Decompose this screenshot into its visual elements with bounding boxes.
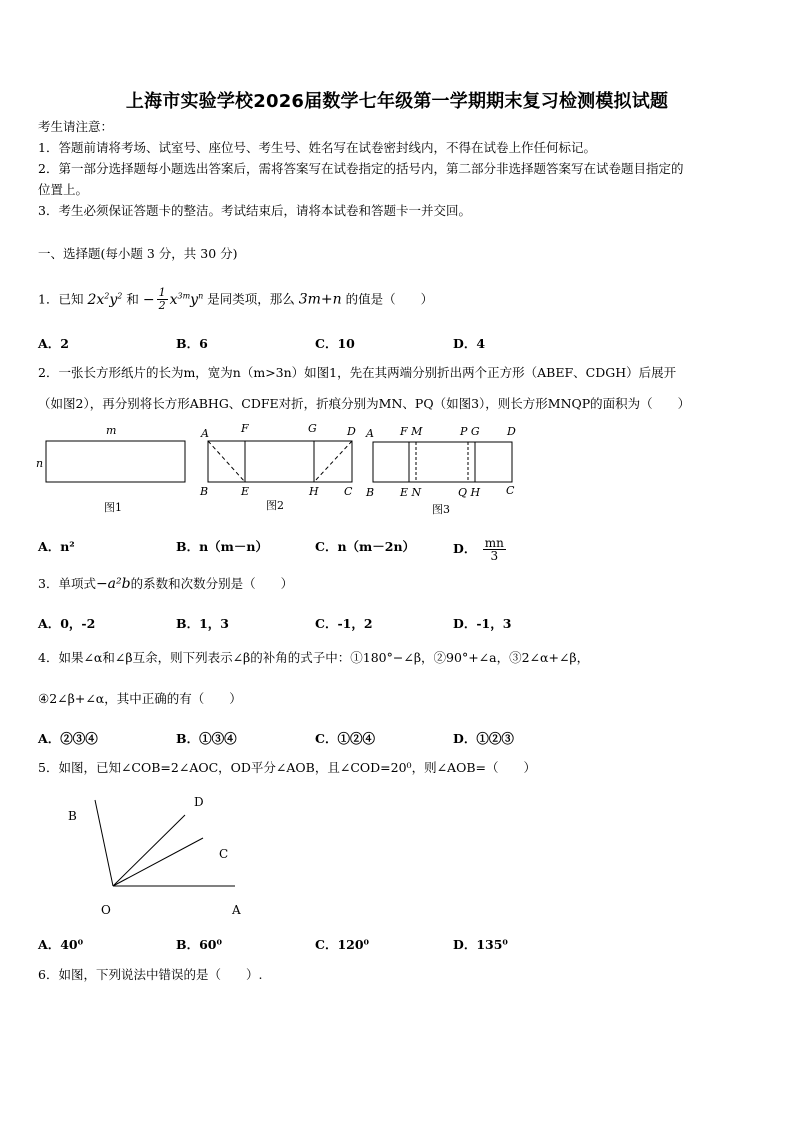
- q1-and: 和: [126, 291, 139, 307]
- q1-after: 是同类项，那么: [207, 291, 295, 307]
- fig2-D: D: [347, 425, 356, 438]
- fig3-B: B: [366, 486, 375, 499]
- question-2-line1: 2．一张长方形纸片的长为m，宽为n（m>3n）如图1，先在其两端分别折出两个正方形（ABEF、CDGH）后展开: [38, 365, 677, 380]
- q1-term2: − $\frac{1}{2}$ $x^{3m}y^n$: [142, 286, 204, 312]
- q2-option-d-label: D．: [453, 541, 477, 556]
- fig2-caption: 图2: [266, 499, 284, 512]
- fig2-E: E: [241, 485, 250, 498]
- q1-term1: $2x^2y^2$: [87, 290, 123, 308]
- q1-option-a: A．2: [38, 336, 69, 351]
- notice-heading: 考生请注意：: [38, 119, 114, 134]
- notice-item-1: 1．答题前请将考场、试室号、座位号、考生号、姓名写在试卷密封线内，不得在试卷上作任何标记。: [38, 140, 596, 155]
- fig3-FM: F M: [400, 425, 423, 438]
- q2-option-d: [453, 537, 508, 562]
- q5-label-C: C: [219, 847, 229, 861]
- figure-3: [365, 425, 516, 516]
- fig3-C: C: [506, 484, 515, 497]
- figure-2: [199, 422, 356, 512]
- question-4-line1: 4．如果∠α和∠β互余，则下列表示∠β的补角的式子中：①180°−∠β，②90°+∠a，③2∠α+∠β，: [38, 650, 590, 665]
- fig3-EN: E N: [400, 486, 422, 499]
- q2-option-d-fraction: [483, 537, 506, 562]
- q3-option-d: D．-1，3: [453, 616, 512, 631]
- fig2-H: H: [309, 485, 319, 498]
- fig1-caption: 图1: [104, 501, 122, 514]
- fig2-G: G: [308, 422, 317, 435]
- fig2-F: F: [241, 422, 249, 435]
- q5-option-a: A．40⁰: [38, 937, 84, 952]
- q2-optd-num: mn: [484, 536, 504, 550]
- question-2-line2: （如图2），再分别将长方形ABHG、CDFE对折，折痕分别为MN、PQ（如图3），则长方形MNQP的面积为（ ）: [38, 396, 691, 411]
- fig3-A: A: [366, 427, 374, 440]
- q2-option-a: A．n²: [38, 539, 75, 554]
- fig2-A: A: [201, 427, 209, 440]
- page-title: 上海市实验学校2026届数学七年级第一学期期末复习检测模拟试题: [125, 91, 669, 112]
- q4-option-c: C．①②④: [315, 731, 375, 746]
- question-6: 6．如图，下列说法中错误的是（ ）.: [38, 967, 263, 982]
- q3-pre: 3．单项式: [38, 576, 96, 591]
- q5-figure: [55, 788, 265, 928]
- section-heading: 一、选择题(每小题 3 分，共 30 分): [38, 246, 238, 261]
- fig2-C: C: [344, 485, 353, 498]
- question-5: 5．如图，已知∠COB=2∠AOC，OD平分∠AOB，且∠COD=20⁰，则∠AOB=（ ）: [38, 760, 536, 775]
- q1-expr: 3m+n: [298, 291, 342, 308]
- fig3-D: D: [507, 425, 516, 438]
- fig1-n: n: [36, 457, 44, 470]
- q2-option-c: C．n（m－2n）: [315, 539, 416, 554]
- q3-option-a: A．0，-2: [38, 616, 96, 631]
- figure-1: [36, 424, 185, 514]
- notice-item-3: 3．考生必须保证答题卡的整洁。考试结束后，请将本试卷和答题卡一并交回。: [38, 203, 471, 218]
- q1-option-c: C．10: [315, 336, 355, 351]
- q5-label-O: O: [101, 903, 111, 917]
- q5-option-b: B．60⁰: [176, 937, 222, 952]
- question-3: [38, 576, 293, 592]
- q5-label-D: D: [194, 795, 204, 809]
- q3-monomial: −a²b: [95, 576, 131, 592]
- q3-post: 的系数和次数分别是（ ）: [130, 576, 294, 591]
- fig3-PG: P G: [460, 425, 480, 438]
- fig2-B: B: [200, 485, 209, 498]
- q5-option-c: C．120⁰: [315, 937, 370, 952]
- q2-optd-den: 3: [490, 549, 499, 563]
- fig3-QH: Q H: [458, 486, 481, 499]
- q1-end: 的值是（ ）: [345, 291, 434, 307]
- q5-option-d: D．135⁰: [453, 937, 508, 952]
- q3-option-c: C．-1，2: [315, 616, 373, 631]
- q5-label-B: B: [68, 809, 77, 823]
- notice-item-2: 2．第一部分选择题每小题选出答案后，需将答案写在试卷指定的括号内，第二部分非选择题答案写在试卷题目指定的: [38, 161, 684, 176]
- q5-label-A: A: [232, 903, 241, 917]
- q4-option-a: A．②③④: [38, 731, 98, 746]
- question-1: [38, 287, 433, 312]
- fig1-m: m: [106, 424, 117, 437]
- q4-option-d: D．①②③: [453, 731, 514, 746]
- notice-item-2-cont: 位置上。: [38, 182, 89, 197]
- q4-option-b: B．①③④: [176, 731, 237, 746]
- q2-option-b: B．n（m－n）: [176, 539, 268, 554]
- q2-figures: [30, 420, 530, 520]
- q1-option-d: D．4: [453, 336, 486, 351]
- question-4-line2: ④2∠β+∠α，其中正确的有（ ）: [38, 691, 242, 706]
- fig3-caption: 图3: [432, 503, 450, 516]
- q1-prefix: 1．已知: [38, 291, 84, 307]
- q3-option-b: B．1，3: [176, 616, 229, 631]
- q1-option-b: B．6: [176, 336, 208, 351]
